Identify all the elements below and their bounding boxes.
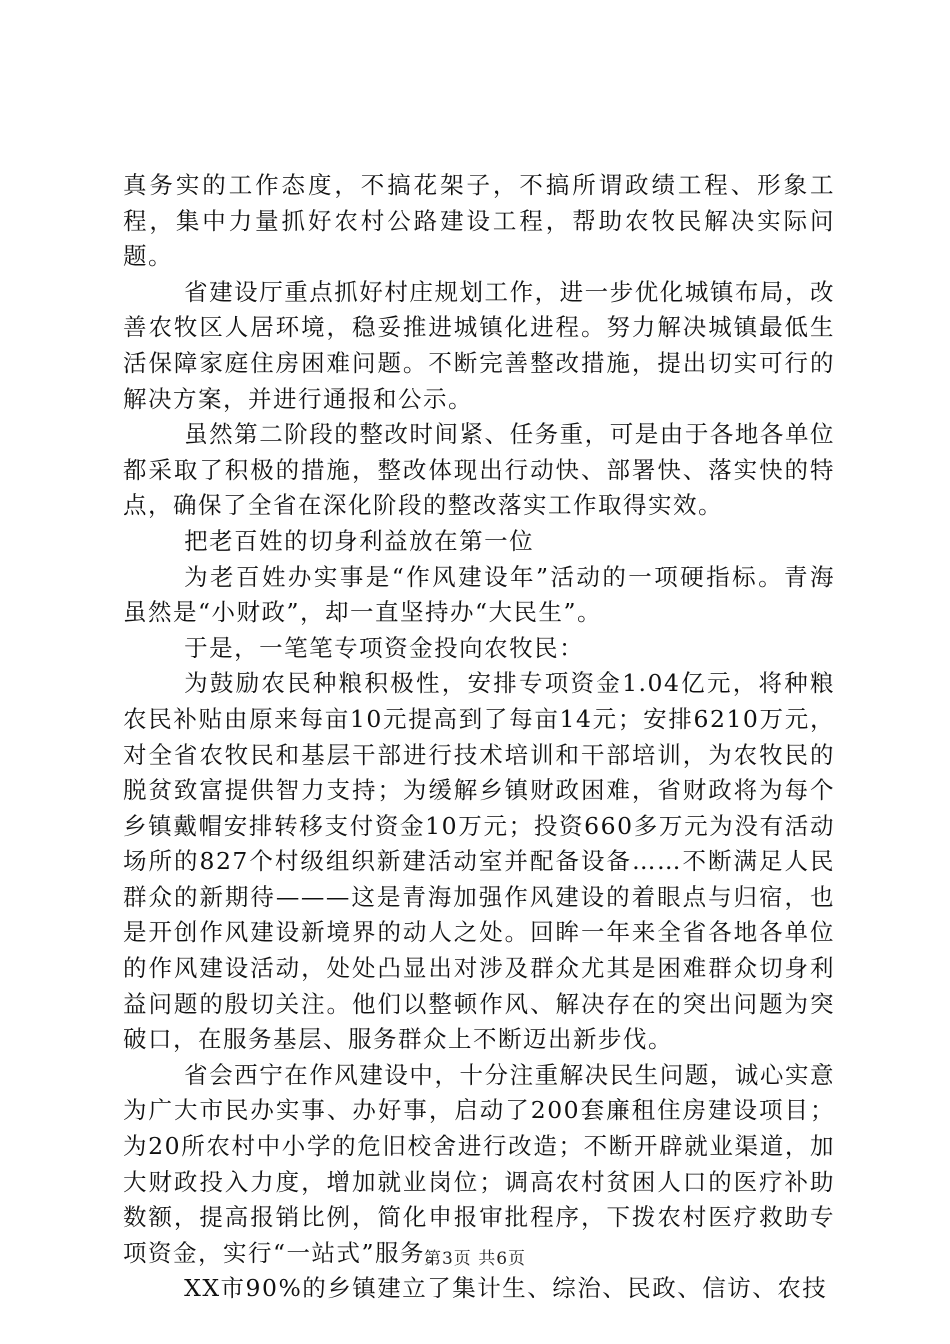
page-number-footer: 第3页 共6页 [423,1249,527,1269]
paragraph: 为鼓励农民种粮积极性，安排专项资金1.04亿元，将种粮农民补贴由原来每亩10元提高到了每亩14元；安排6210万元，对全省农牧民和基层干部进行技术培训和干部培训，为农牧民的脱贫致富提供智力支持；为缓解乡镇财政困难，省财政将为每个乡镇戴帽安排转移支付资金10万元；投资660多万元为没有活动场所的827个村级组织新建活动室并配备设备……不断满足人民群众的新期待———这是青海加强作风建设的着眼点与归宿，也是开创作风建设新境界的动人之处。回眸一年来全省各地各单位的作风建设活动，处处凸显出对涉及群众尤其是困难群众切身利益问题的殷切关注。他们以整顿作风、解决存在的突出问题为突破口，在服务基层、服务群众上不断迈出新步伐。 [123,669,835,1054]
paragraph: 虽然第二阶段的整改时间紧、任务重，可是由于各地各单位都采取了积极的措施，整改体现出行动快、部署快、落实快的特点，确保了全省在深化阶段的整改落实工作取得实效。 [123,420,835,520]
section-heading: 把老百姓的切身利益放在第一位 [184,526,535,555]
document-body [123,168,835,1307]
paragraph-continued: 真务实的工作态度，不搞花架子，不搞所谓政绩工程、形象工程，集中力量抓好农村公路建设工程，帮助农牧民解决实际问题。 [123,171,835,271]
paragraph: 省建设厅重点抓好村庄规划工作，进一步优化城镇布局，改善农牧区人居环境，稳妥推进城镇化进程。努力解决城镇最低生活保障家庭住房困难问题。不断完善整改措施，提出切实可行的解决方案，并进行通报和公示。 [123,277,835,413]
paragraph: 省会西宁在作风建设中，十分注重解决民生问题，诚心实意为广大市民办实事、办好事，启动了200套廉租住房建设项目；为20所农村中小学的危旧校舍进行改造；不断开辟就业渠道，加大财政投入力度，增加就业岗位；调高农村贫困人口的医疗补助数额，提高报销比例，简化申报审批程序，下拨农村医疗救助专项资金，实行“一站式”服务。 [123,1060,835,1267]
paragraph: XX市90%的乡镇建立了集计生、综治、民政、信访、农技 [184,1274,828,1303]
paragraph: 为老百姓办实事是“作风建设年”活动的一项硬指标。青海虽然是“小财政”，却一直坚持办“大民生”。 [123,562,835,627]
paragraph: 于是，一笔笔专项资金投向农牧民： [184,633,585,662]
